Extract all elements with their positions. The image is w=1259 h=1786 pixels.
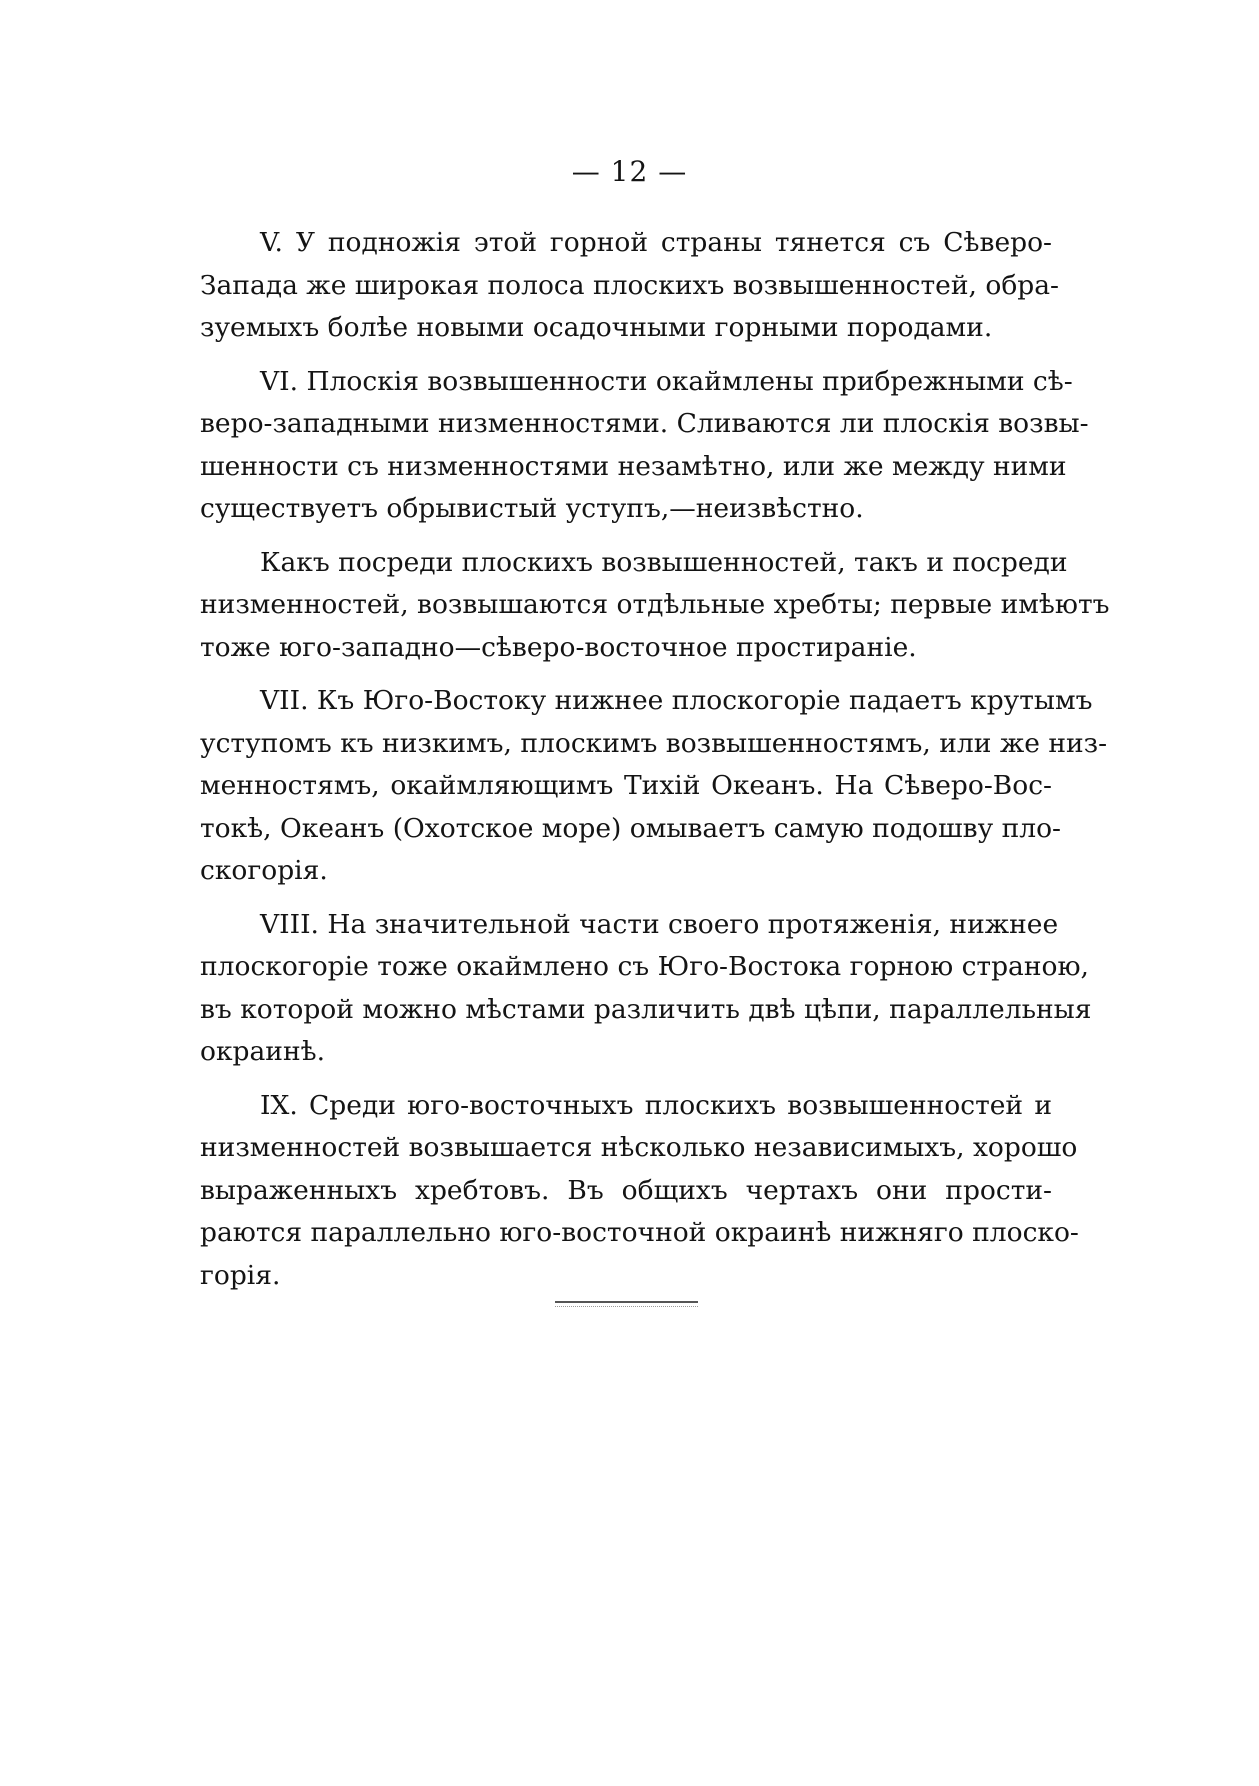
page-number: — 12 — — [571, 155, 688, 188]
end-rule-divider — [555, 1301, 698, 1303]
paragraph-vii — [200, 680, 1108, 893]
text-line: тоже юго-западно—сѣверо-восточное простираніе. — [200, 631, 917, 663]
text-line: низменностей возвышается нѣсколько независимыхъ, хорошо — [200, 1132, 1078, 1163]
text-line: менностямъ, окаймляющимъ Тихій Океанъ. На Сѣверо-Вос- — [200, 770, 1052, 801]
text-line: низменностей, возвышаются отдѣльные хребты; первые имѣютъ — [200, 589, 1110, 620]
text-line: VI. Плоскія возвышенности окаймлены прибрежными сѣ- — [260, 365, 1073, 397]
paragraph-viii — [200, 904, 1092, 1074]
text-line: зуемыхъ болѣе новыми осадочными горными породами. — [200, 312, 993, 343]
text-line: Запада же широкая полоса плоскихъ возвышенностей, обра- — [200, 269, 1059, 301]
text-line: VIII. На значительной части своего протяженія, нижнее — [260, 908, 1059, 940]
text-line: раются параллельно юго-восточной окраинѣ нижняго плоско- — [200, 1217, 1079, 1248]
text-line: плоскогоріе тоже окаймлено съ Юго-Востока горною страною, — [200, 951, 1089, 982]
text-line: скогорія. — [200, 855, 328, 886]
text-line: въ которой можно мѣстами различить двѣ цѣпи, параллельныя — [200, 993, 1092, 1025]
text-line: горія. — [200, 1259, 281, 1291]
text-line: IX. Среди юго-восточныхъ плоскихъ возвышенностей и — [260, 1089, 1052, 1121]
text-line: окраинѣ. — [200, 1036, 326, 1067]
text-line: веро-западными низменностями. Сливаются ли плоскія возвы- — [200, 408, 1089, 439]
text-line: уступомъ къ низкимъ, плоскимъ возвышенностямъ, или же низ- — [200, 727, 1108, 759]
text-line: выраженныхъ хребтовъ. Въ общихъ чертахъ они прости- — [200, 1174, 1052, 1206]
paragraph-vi — [200, 361, 1089, 531]
text-line: VII. Къ Юго-Востоку нижнее плоскогоріе падаетъ крутымъ — [260, 685, 1093, 716]
text-line: существуетъ обрывистый уступъ,—неизвѣстно. — [200, 493, 864, 524]
paragraph-v — [200, 222, 1059, 350]
paragraph-vi-continued — [200, 542, 1110, 670]
text-line: Какъ посреди плоскихъ возвышенностей, такъ и посреди — [260, 546, 1068, 578]
body-text — [200, 222, 1110, 1308]
text-line: токѣ, Океанъ (Охотское море) омываетъ самую подошву пло- — [200, 812, 1061, 844]
text-line: V. У подножія этой горной страны тянется съ Сѣверо- — [260, 227, 1052, 258]
paragraph-ix — [200, 1085, 1079, 1298]
text-line: шенности съ низменностями незамѣтно, или же между ними — [200, 450, 1067, 482]
